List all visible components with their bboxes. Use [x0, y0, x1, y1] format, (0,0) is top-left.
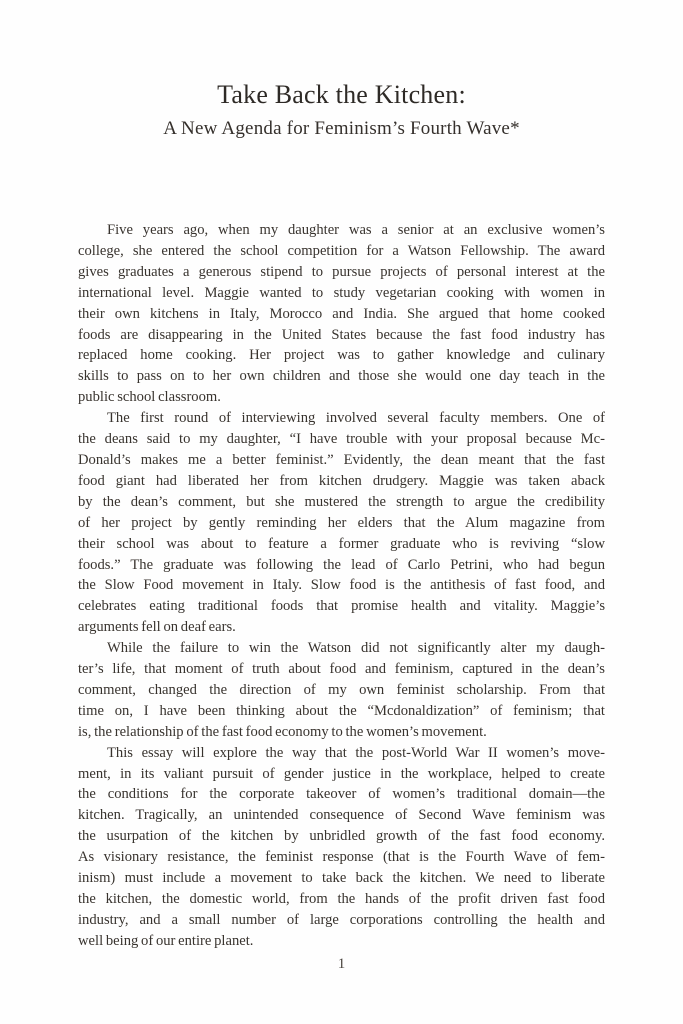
- text-line: international level. Maggie wanted to study vegetarian cooking with women in: [78, 284, 605, 301]
- paragraph: [78, 220, 605, 408]
- document-title: Take Back the Kitchen:: [217, 80, 466, 109]
- text-line: food giant had liberated her from kitchen drudgery. Maggie was taken aback: [78, 472, 605, 489]
- text-line: well being of our entire planet.: [78, 932, 254, 949]
- body-text: [78, 220, 605, 952]
- text-line: their school was about to feature a former graduate who is reviving “slow: [78, 535, 605, 552]
- text-line: arguments fell on deaf ears.: [78, 619, 236, 636]
- text-line: industry, and a small number of large corporations controlling the health and: [78, 911, 605, 928]
- text-line: Five years ago, when my daughter was a senior at an exclusive women’s: [107, 222, 605, 238]
- text-line: As visionary resistance, the feminist response (that is the Fourth Wave of fem-: [78, 849, 605, 866]
- text-line: comment, changed the direction of my own feminist scholarship. From that: [78, 681, 605, 698]
- paragraph: [78, 743, 605, 952]
- text-line: skills to pass on to her own children and those she would one day teach in the: [78, 368, 605, 385]
- text-line: foods are disappearing in the United States because the fast food industry has: [78, 326, 605, 343]
- paragraph: [78, 638, 605, 743]
- text-line: replaced home cooking. Her project was to gather knowledge and culinary: [78, 347, 605, 364]
- page-number: 1: [337, 956, 346, 972]
- text-line: The first round of interviewing involved several faculty members. One of: [107, 410, 605, 427]
- text-line: inism) must include a movement to take back the kitchen. We need to liberate: [78, 870, 605, 887]
- text-line: foods.” The graduate was following the lead of Carlo Petrini, who had begun: [78, 556, 605, 573]
- text-line: ment, in its valiant pursuit of gender justice in the workplace, helped to create: [78, 765, 605, 782]
- text-line: the conditions for the corporate takeover of women’s traditional domain—the: [78, 786, 605, 803]
- text-line: While the failure to win the Watson did not significantly alter my daugh-: [107, 640, 605, 657]
- text-line: their own kitchens in Italy, Morocco and India. She argued that home cooked: [78, 305, 605, 322]
- text-line: the deans said to my daughter, “I have trouble with your proposal because Mc-: [78, 431, 605, 448]
- text-line: Donald’s makes me a better feminist.” Evidently, the dean meant that the fast: [78, 451, 605, 468]
- text-line: kitchen. Tragically, an unintended consequence of Second Wave feminism was: [78, 807, 605, 824]
- text-line: by the dean’s comment, but she mustered the strength to argue the credibility: [78, 493, 605, 510]
- text-line: the Slow Food movement in Italy. Slow food is the antithesis of fast food, and: [78, 577, 605, 594]
- text-line: gives graduates a generous stipend to pursue projects of personal interest at the: [78, 263, 605, 280]
- text-line: the usurpation of the kitchen by unbridled growth of the fast food economy.: [78, 828, 605, 845]
- text-line: public school classroom.: [78, 389, 221, 406]
- paragraph: [78, 408, 605, 638]
- text-line: college, she entered the school competition for a Watson Fellowship. The award: [78, 242, 605, 259]
- document-subtitle: A New Agenda for Feminism’s Fourth Wave*: [163, 118, 520, 139]
- text-line: This essay will explore the way that the post-World War II women’s move-: [107, 744, 605, 761]
- text-line: ter’s life, that moment of truth about food and feminism, captured in the dean’s: [78, 661, 605, 678]
- text-line: the kitchen, the domestic world, from the hands of the profit driven fast food: [78, 891, 605, 907]
- text-line: time on, I have been thinking about the “Mcdonaldization” of feminism; that: [78, 702, 605, 719]
- text-line: is, the relationship of the fast food economy to the women’s movement.: [78, 723, 487, 740]
- text-line: of her project by gently reminding her elders that the Alum magazine from: [78, 514, 605, 531]
- text-line: celebrates eating traditional foods that promise health and vitality. Maggie’s: [78, 598, 605, 615]
